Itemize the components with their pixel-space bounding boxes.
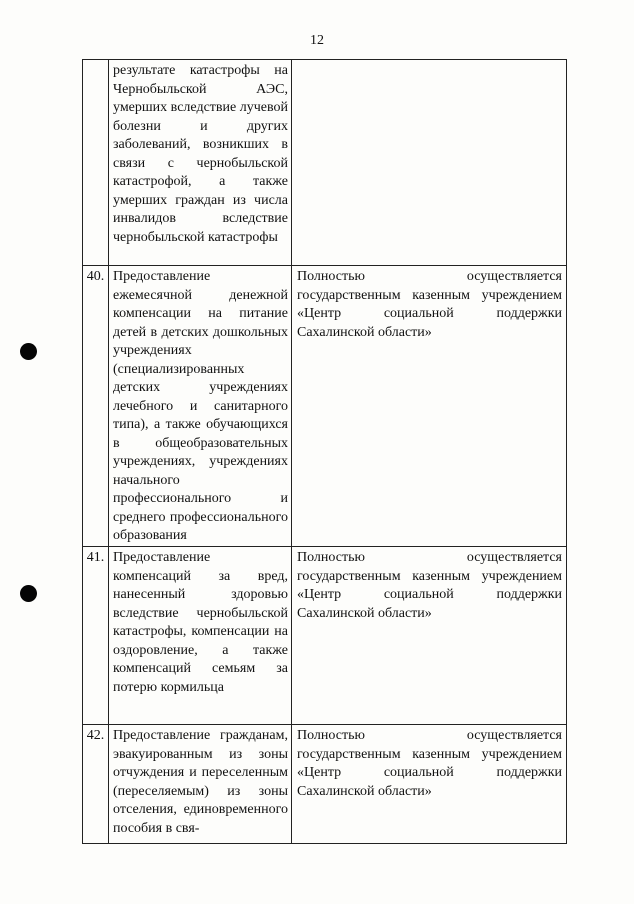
service-executor (292, 60, 567, 266)
services-table (82, 59, 567, 844)
table-row (83, 266, 567, 547)
service-name: Предоставление ежемесячной денежной компенсации на питание детей в детских дошкольных учреждениях (специализированных детских учреждениях лечебного и санитарного типа), а также обучающихся в общеобразовательных учреждениях, учреждениях начального профессионального и среднего профессионального образования (109, 266, 292, 547)
row-number: 41. (83, 547, 109, 725)
row-number: 40. (83, 266, 109, 547)
punch-hole-bottom (20, 585, 37, 602)
service-name: результате катастрофы на Чернобыльской АЭС, умерших вследствие лучевой болезни и других заболеваний, возникших в связи с чернобыльской катастрофой, а также умерших граждан из числа инвалидов вследствие чернобыльской катастрофы (109, 60, 292, 266)
punch-hole-top (20, 343, 37, 360)
row-number (83, 60, 109, 266)
service-name: Предоставление компенсаций за вред, нанесенный здоровью вследствие чернобыльской катастрофы, компенсации на оздоровление, а также компенсаций семьям за потерю кормильца (109, 547, 292, 725)
service-executor: Полностью осуществляется государственным казенным учреждением «Центр социальной поддержки Сахалинской области» (292, 725, 567, 844)
table-row (83, 547, 567, 725)
row-number: 42. (83, 725, 109, 844)
service-executor: Полностью осуществляется государственным казенным учреждением «Центр социальной поддержки Сахалинской области» (292, 266, 567, 547)
service-executor: Полностью осуществляется государственным казенным учреждением «Центр социальной поддержки Сахалинской области» (292, 547, 567, 725)
service-name: Предоставление гражданам, эвакуированным из зоны отчуждения и переселенным (переселяемым) из зоны отселения, единовременного пособия в свя- (109, 725, 292, 844)
table-row (83, 725, 567, 844)
page-number: 12 (310, 33, 324, 48)
table-row (83, 60, 567, 266)
